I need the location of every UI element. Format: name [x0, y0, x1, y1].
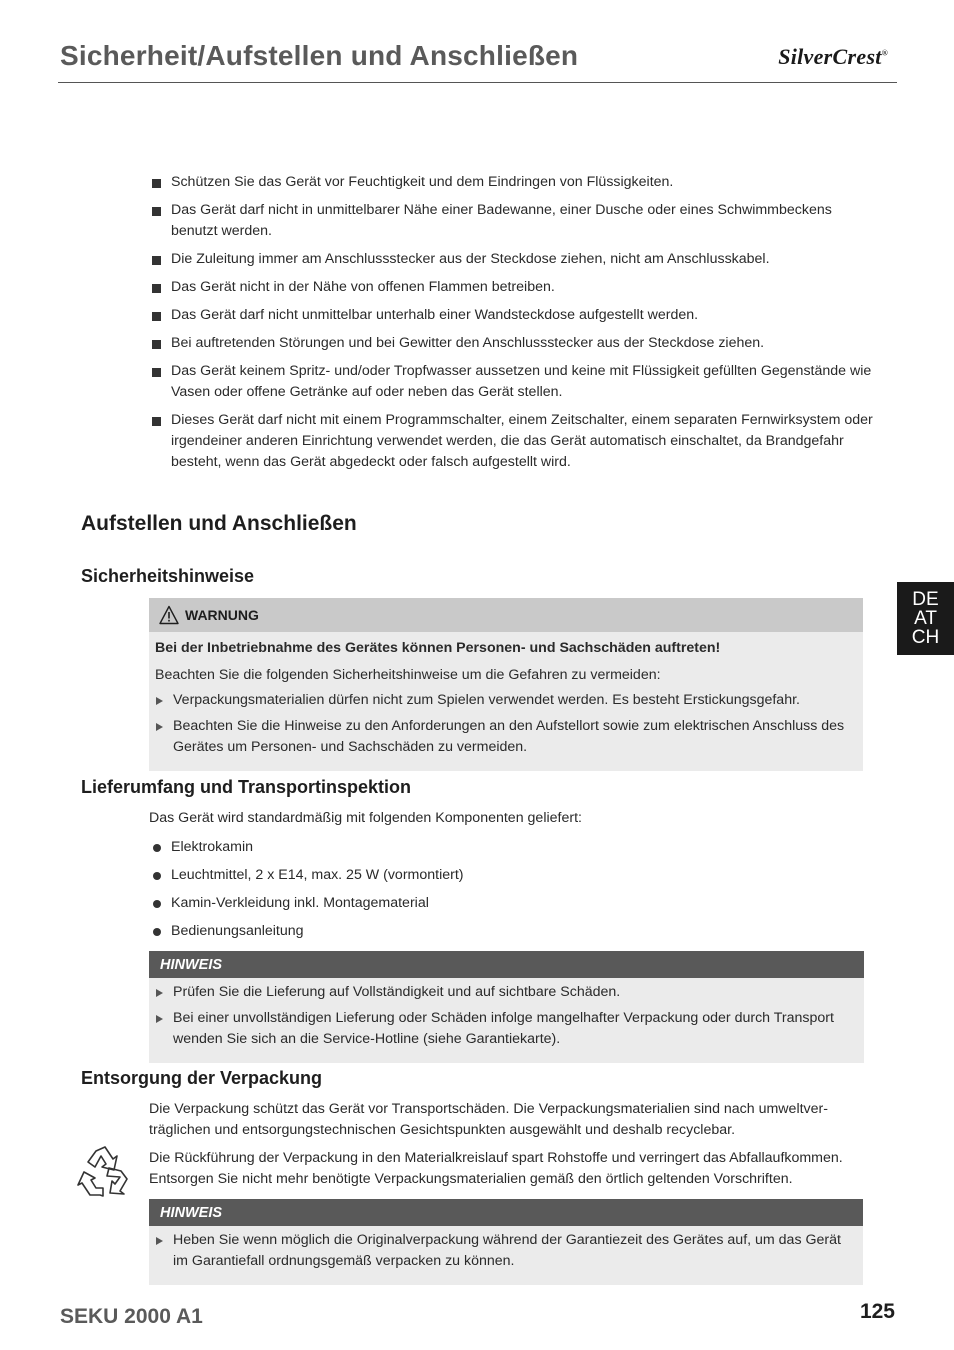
warning-bold-line: Bei der Inbetriebnahme des Gerätes können Personen- und Sachschäden auftreten!: [155, 640, 721, 656]
disposal-paragraph-2: Die Rückführung der Verpackung in den Materialkreislauf spart Rohstoffe und verringert das Abfallaufkommen. Entsorgen Sie nicht mehr benötigte Verpackungsmaterialien gemäß den örtlich geltenden Vorschriften.: [149, 1150, 843, 1187]
brand-mark: ®: [881, 48, 888, 58]
list-item: Bedienungsanleitung: [152, 921, 464, 942]
page-number: 125: [859, 1300, 895, 1323]
note-list: [155, 982, 858, 1050]
delivery-heading: Lieferumfang und Transportinspektion: [81, 777, 412, 797]
safety-heading: Sicherheitshinweise: [81, 566, 255, 586]
disposal-paragraph-1: Die Verpackung schützt das Gerät vor Transportschäden. Die Verpackungsmaterialien sind nach umweltverträglichen und entsorgungstechnischen Gesichtspunkten ausgewählt und deshalb recyclebar.: [149, 1101, 828, 1138]
page-header-title: Sicherheit/Aufstellen und Anschließen: [60, 40, 579, 71]
disposal-heading: Entsorgung der Verpackung: [81, 1068, 323, 1088]
language-code: AT: [914, 608, 937, 629]
delivery-intro: Das Gerät wird standardmäßig mit folgenden Komponenten geliefert:: [149, 810, 582, 826]
language-tab: [897, 582, 954, 655]
list-item: Bei auftretenden Störungen und bei Gewitter den Anschlussstecker aus der Steckdose ziehen.: [152, 333, 877, 354]
list-item: Das Gerät nicht in der Nähe von offenen Flammen betreiben.: [152, 277, 877, 298]
note-header: HINWEIS: [149, 1199, 863, 1226]
list-item: Leuchtmittel, 2 x E14, max. 25 W (vormontiert): [152, 865, 464, 886]
warning-body: [149, 632, 863, 771]
warning-intro: Beachten Sie die folgenden Sicherheitshinweise um die Gefahren zu vermeiden:: [155, 667, 661, 683]
section-title: Aufstellen und Anschließen: [81, 512, 357, 535]
note-body: [149, 978, 864, 1063]
disposal-note-box: [149, 1199, 863, 1285]
language-code: CH: [911, 627, 940, 648]
list-item: Das Gerät darf nicht in unmittelbarer Nähe einer Badewanne, einer Dusche oder eines Schwimmbeckens benutzt werden.: [152, 200, 877, 242]
brand-logo: [778, 44, 888, 70]
list-item: Verpackungsmaterialien dürfen nicht zum Spielen verwendet werden. Es besteht Erstickungsgefahr.: [155, 690, 857, 711]
delivery-note-box: [149, 951, 864, 1063]
list-item: Dieses Gerät darf nicht mit einem Programmschalter, einem Zeitschalter, einem separaten Fernwirksystem oder irgendeiner anderen Einrichtung verwendet werden, die das Gerät automatisch einschaltet, da Brandgefahr besteht, wenn das Gerät abgedeckt oder falsch aufgestellt wird.: [152, 410, 877, 473]
brand-name: SilverCrest: [778, 44, 882, 69]
footer-model: SEKU 2000 A1: [60, 1305, 203, 1328]
safety-bullet-list: [152, 172, 877, 480]
warning-box: [149, 598, 863, 771]
delivery-list: [152, 837, 464, 949]
list-item: Heben Sie wenn möglich die Originalverpackung während der Garantiezeit des Gerätes auf, um das Gerät im Garantiefall ordnungsgemäß verpacken zu können.: [155, 1230, 857, 1272]
list-item: Prüfen Sie die Lieferung auf Vollständigkeit und auf sichtbare Schäden.: [155, 982, 858, 1003]
warning-triangle-icon: [159, 605, 179, 625]
list-item: Das Gerät darf nicht unmittelbar unterhalb einer Wandsteckdose aufgestellt werden.: [152, 305, 877, 326]
warning-header: [149, 598, 863, 632]
list-item: Kamin-Verkleidung inkl. Montagematerial: [152, 893, 464, 914]
list-item: Bei einer unvollständigen Lieferung oder Schäden infolge mangelhafter Verpackung oder durch Transport wenden Sie sich an die Service-Hotline (siehe Garantiekarte).: [155, 1008, 858, 1050]
header-divider: [58, 82, 897, 83]
recycle-icon: [76, 1143, 134, 1201]
note-body: [149, 1226, 863, 1285]
list-item: Elektrokamin: [152, 837, 464, 858]
warning-list: [155, 690, 857, 758]
note-list: [155, 1230, 857, 1272]
list-item: Die Zuleitung immer am Anschlussstecker aus der Steckdose ziehen, nicht am Anschlusskabel.: [152, 249, 877, 270]
list-item: Beachten Sie die Hinweise zu den Anforderungen an den Aufstellort sowie zum elektrischen Anschluss des Gerätes um Personen- und Sachschäden zu vermeiden.: [155, 716, 857, 758]
warning-label: WARNUNG: [185, 607, 259, 623]
list-item: Das Gerät keinem Spritz- und/oder Tropfwasser aussetzen und keine mit Flüssigkeit gefüllten Gegenstände wie Vasen oder offene Getränke auf oder neben das Gerät stellen.: [152, 361, 877, 403]
language-code: DE: [912, 589, 939, 610]
note-header: HINWEIS: [149, 951, 864, 978]
list-item: Schützen Sie das Gerät vor Feuchtigkeit und dem Eindringen von Flüssigkeiten.: [152, 172, 877, 193]
